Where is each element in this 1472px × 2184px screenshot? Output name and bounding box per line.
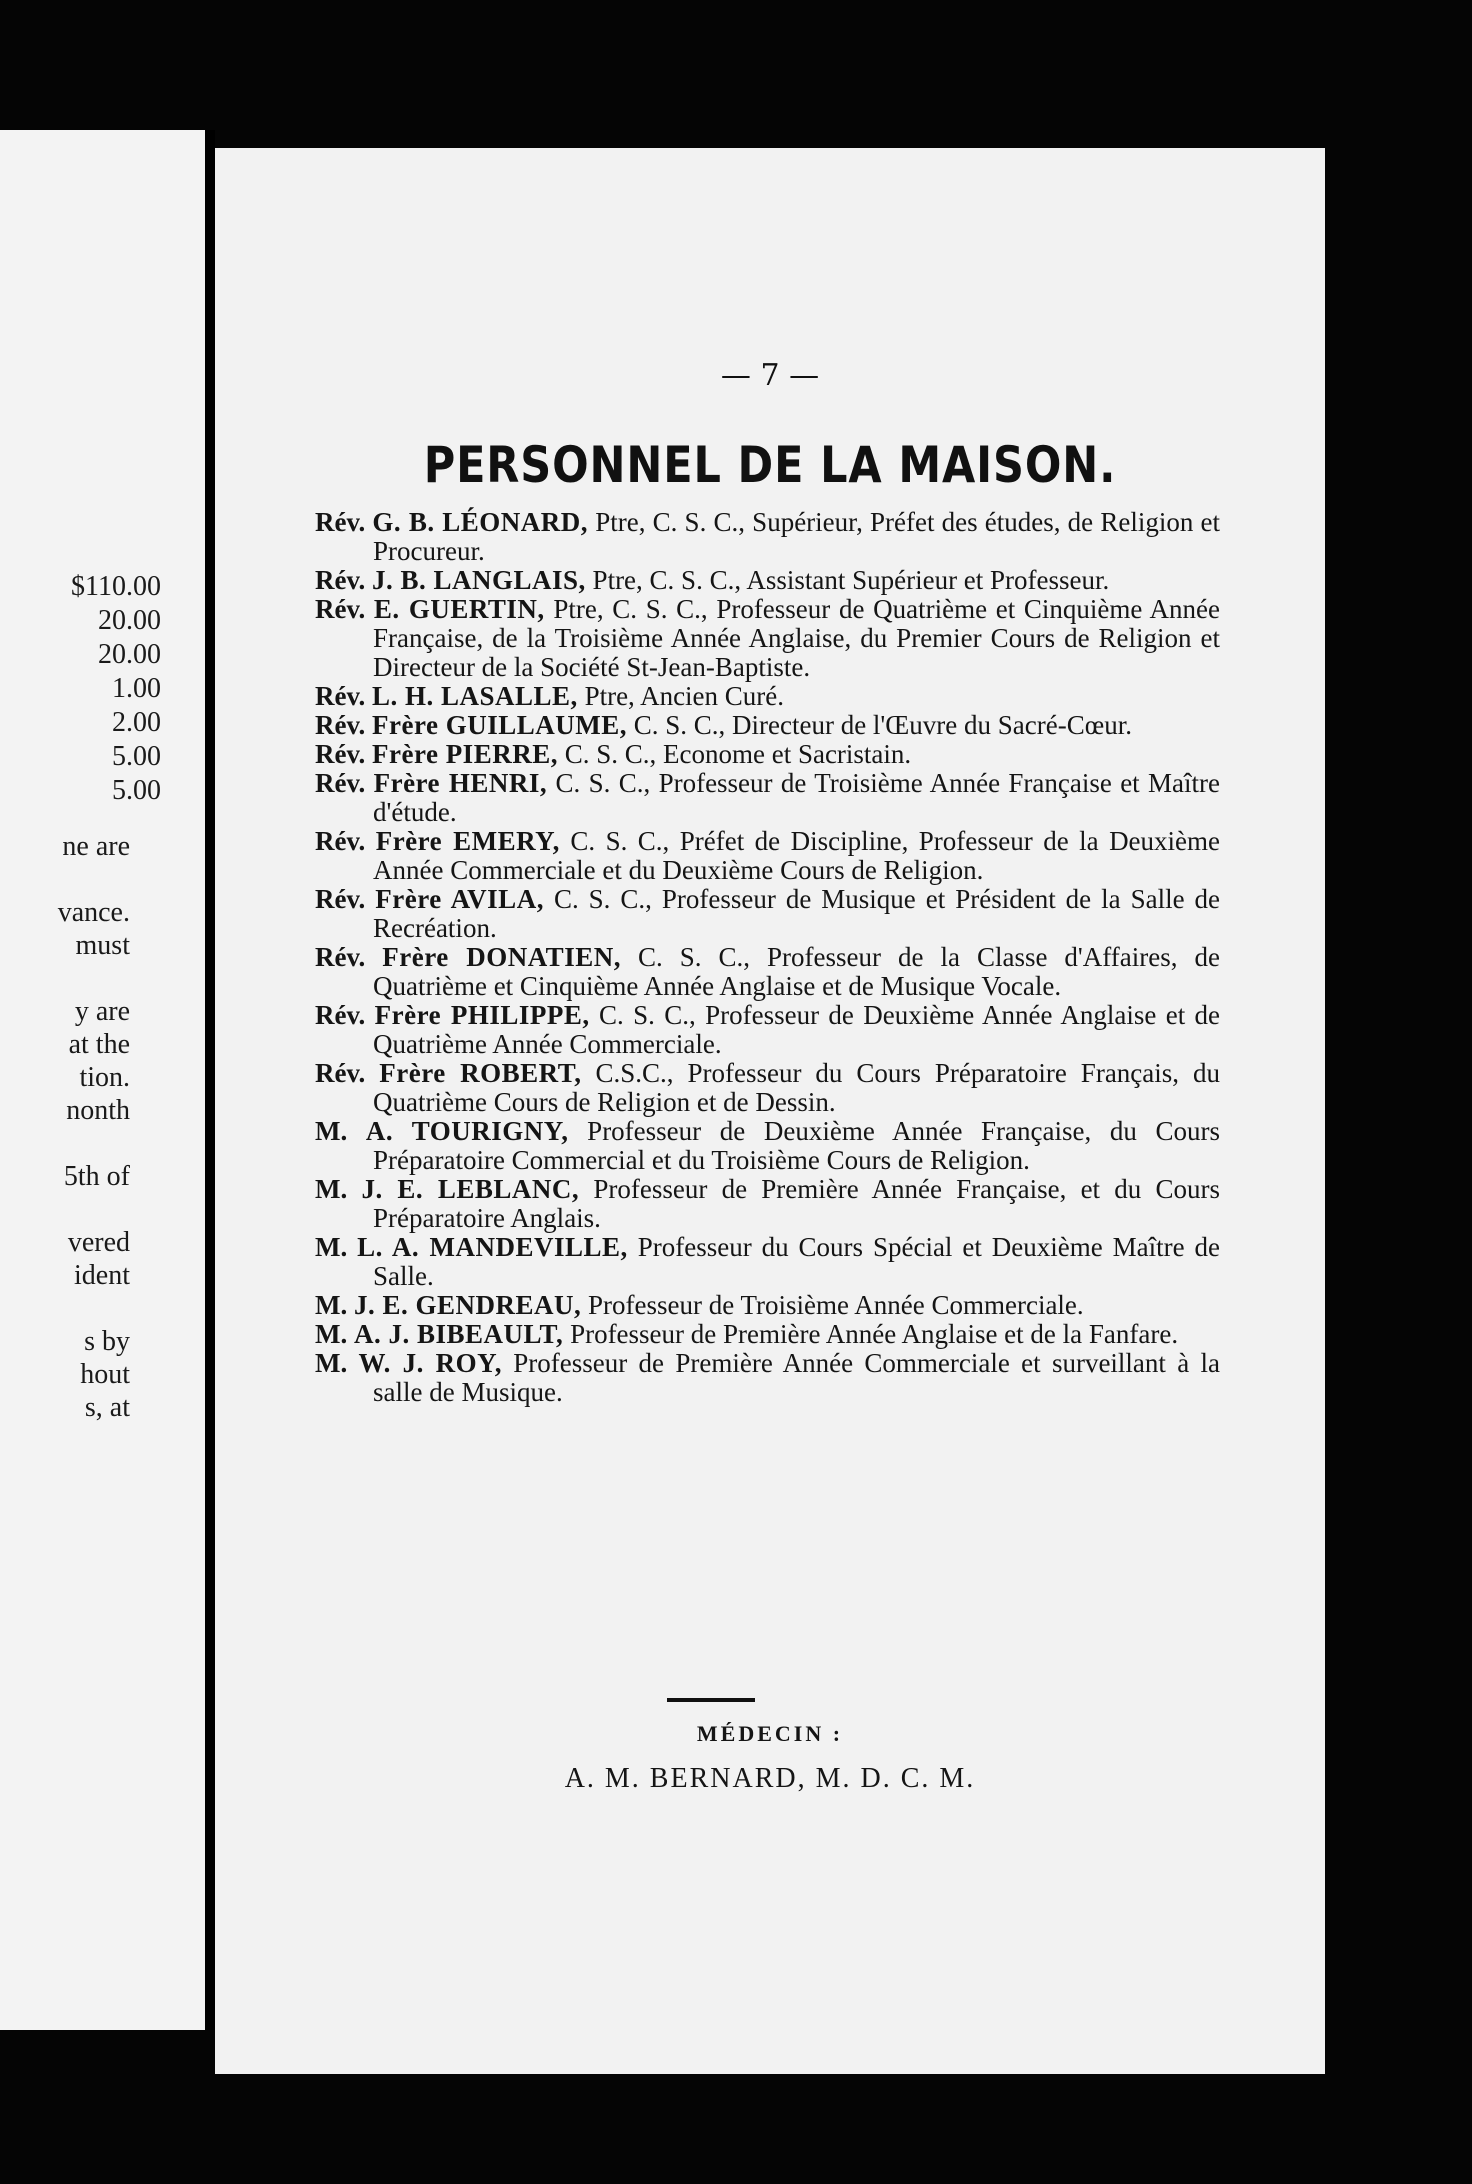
divider-rule (667, 1698, 755, 1702)
staff-name: Frère HENRI, (373, 768, 548, 798)
staff-role: Professeur de Troisième Année Commerciale. (588, 1290, 1084, 1320)
staff-entry (315, 1233, 1220, 1291)
staff-entry (315, 1291, 1220, 1320)
staff-entry (315, 885, 1220, 943)
staff-entry (315, 508, 1220, 566)
staff-role: C. S. C., Préfet de Discipline, Professeur de la Deuxième Année Commerciale et du Deuxième Cours de Religion. (373, 826, 1221, 885)
staff-role: C. S. C., Professeur de Musique et Président de la Salle de Recréation. (373, 884, 1221, 943)
staff-entry (315, 827, 1220, 885)
staff-role: Ptre, C. S. C., Professeur de Quatrième et Cinquième Année Française, de la Troisième Année Anglaise, du Premier Cours de Religion et Directeur de la Société St-Jean-Baptiste. (373, 594, 1221, 682)
page-heading: PERSONNEL DE LA MAISON. (423, 436, 1117, 494)
staff-title: Rév. (315, 1058, 366, 1088)
left-page (0, 130, 205, 2030)
staff-entry (315, 682, 1220, 711)
amount: 2.00 (112, 707, 161, 738)
staff-title: Rév. (315, 681, 366, 711)
text-fragment: vance. (57, 897, 130, 928)
staff-role: C. S. C., Directeur de l'Œuvre du Sacré-Cœur. (633, 710, 1132, 740)
text-fragment: vered (67, 1227, 130, 1258)
staff-title: M. (315, 1348, 348, 1378)
staff-role: Ptre, Ancien Curé. (584, 681, 785, 711)
staff-role: Professeur de Première Année Commerciale et surveillant à la salle de Musique. (373, 1348, 1221, 1407)
staff-entry (315, 566, 1220, 595)
text-fragments (0, 830, 130, 1424)
staff-entry (315, 1059, 1220, 1117)
text-fragment (0, 962, 130, 995)
staff-role: C. S. C., Professeur de la Classe d'Affaires, de Quatrième et Cinquième Année Anglaise et de Musique Vocale. (373, 942, 1220, 1001)
staff-title: M. (315, 1116, 348, 1146)
amount: 5.00 (112, 741, 161, 772)
staff-entry (315, 740, 1220, 769)
text-fragment: y are (74, 996, 130, 1027)
text-fragment: s by (84, 1326, 130, 1357)
medecin-label: MÉDECIN : (696, 1721, 844, 1746)
text-fragment (0, 1127, 130, 1160)
staff-role: Ptre, C. S. C., Supérieur, Préfet des études, de Religion et Procureur. (373, 507, 1220, 566)
staff-role: Professeur de Deuxième Année Française, du Cours Préparatoire Commercial et du Troisième Cours de Religion. (373, 1116, 1220, 1175)
staff-title: M. (315, 1290, 348, 1320)
staff-name: J. E. LEBLANC, (361, 1174, 580, 1204)
staff-entry (315, 1175, 1220, 1233)
staff-list (315, 508, 1220, 1407)
staff-name: Frère PIERRE, (372, 739, 558, 769)
staff-entry (315, 1320, 1220, 1349)
staff-title: Rév. (315, 1000, 366, 1030)
text-fragment: hout (80, 1359, 130, 1390)
staff-entry (315, 769, 1220, 827)
book-gutter (205, 130, 215, 2030)
staff-role: Professeur de Première Année Anglaise et de la Fanfare. (570, 1319, 1179, 1349)
staff-role: C. S. C., Econome et Sacristain. (564, 739, 912, 769)
text-fragment: at the (68, 1029, 130, 1060)
staff-name: A. TOURIGNY, (365, 1116, 569, 1146)
text-fragment: must (75, 930, 130, 961)
amount: $110.00 (71, 571, 161, 602)
staff-role: C. S. C., Professeur de Deuxième Année Anglaise et de Quatrième Année Commerciale. (373, 1000, 1221, 1059)
text-fragment (0, 1193, 130, 1226)
medecin-name: A. M. BERNARD, M. D. C. M. (564, 1763, 976, 1794)
staff-title: Rév. (315, 507, 366, 537)
staff-title: M. (315, 1174, 348, 1204)
staff-name: A. J. BIBEAULT, (353, 1319, 564, 1349)
text-fragment: tion. (79, 1062, 130, 1093)
staff-entry (315, 711, 1220, 740)
staff-name: J. E. GENDREAU, (353, 1290, 582, 1320)
staff-title: M. (315, 1232, 348, 1262)
staff-entry (315, 1349, 1220, 1407)
staff-title: Rév. (315, 884, 366, 914)
page-number: — 7 — (720, 358, 820, 393)
right-page (215, 148, 1325, 2074)
staff-role: Ptre, C. S. C., Assistant Supérieur et Professeur. (592, 565, 1110, 595)
staff-name: Frère ROBERT, (379, 1058, 582, 1088)
staff-name: Frère GUILLAUME, (372, 710, 627, 740)
staff-name: J. B. LANGLAIS, (372, 565, 586, 595)
text-fragment (0, 863, 130, 896)
staff-name: L. H. LASALLE, (372, 681, 578, 711)
staff-title: Rév. (315, 565, 366, 595)
staff-title: Rév. (315, 710, 366, 740)
amount: 1.00 (112, 673, 161, 704)
staff-name: Frère DONATIEN, (382, 942, 621, 972)
staff-title: Rév. (315, 826, 366, 856)
staff-title: Rév. (315, 942, 366, 972)
text-fragment (0, 1292, 130, 1325)
staff-role: Professeur du Cours Spécial et Deuxième Maître de Salle. (373, 1232, 1221, 1291)
staff-entry (315, 1001, 1220, 1059)
staff-name: Frère AVILA, (375, 884, 544, 914)
staff-name: E. GUERTIN, (373, 594, 545, 624)
staff-name: G. B. LÉONARD, (372, 507, 589, 537)
staff-title: Rév. (315, 594, 366, 624)
amount-column (71, 570, 161, 808)
staff-role: Professeur de Première Année Française, et du Cours Préparatoire Anglais. (373, 1174, 1220, 1233)
staff-name: W. J. ROY, (358, 1348, 502, 1378)
staff-entry (315, 595, 1220, 682)
text-fragment: 5th of (63, 1161, 130, 1192)
staff-title: Rév. (315, 739, 366, 769)
staff-name: L. A. MANDEVILLE, (357, 1232, 628, 1262)
staff-title: Rév. (315, 768, 366, 798)
text-fragment: ident (74, 1260, 130, 1291)
amount: 5.00 (112, 775, 161, 806)
staff-title: M. (315, 1319, 348, 1349)
amount: 20.00 (98, 639, 161, 670)
amount: 20.00 (98, 605, 161, 636)
text-fragment: nonth (66, 1095, 130, 1126)
text-fragment: ne are (62, 831, 130, 862)
staff-entry (315, 943, 1220, 1001)
staff-entry (315, 1117, 1220, 1175)
text-fragment: s, at (84, 1392, 130, 1423)
staff-name: Frère PHILIPPE, (374, 1000, 590, 1030)
staff-role: C.S.C., Professeur du Cours Préparatoire Français, du Quatrième Cours de Religion et de Dessin. (373, 1058, 1221, 1117)
staff-name: Frère EMERY, (375, 826, 560, 856)
staff-role: C. S. C., Professeur de Troisième Année Française et Maître d'étude. (373, 768, 1220, 827)
